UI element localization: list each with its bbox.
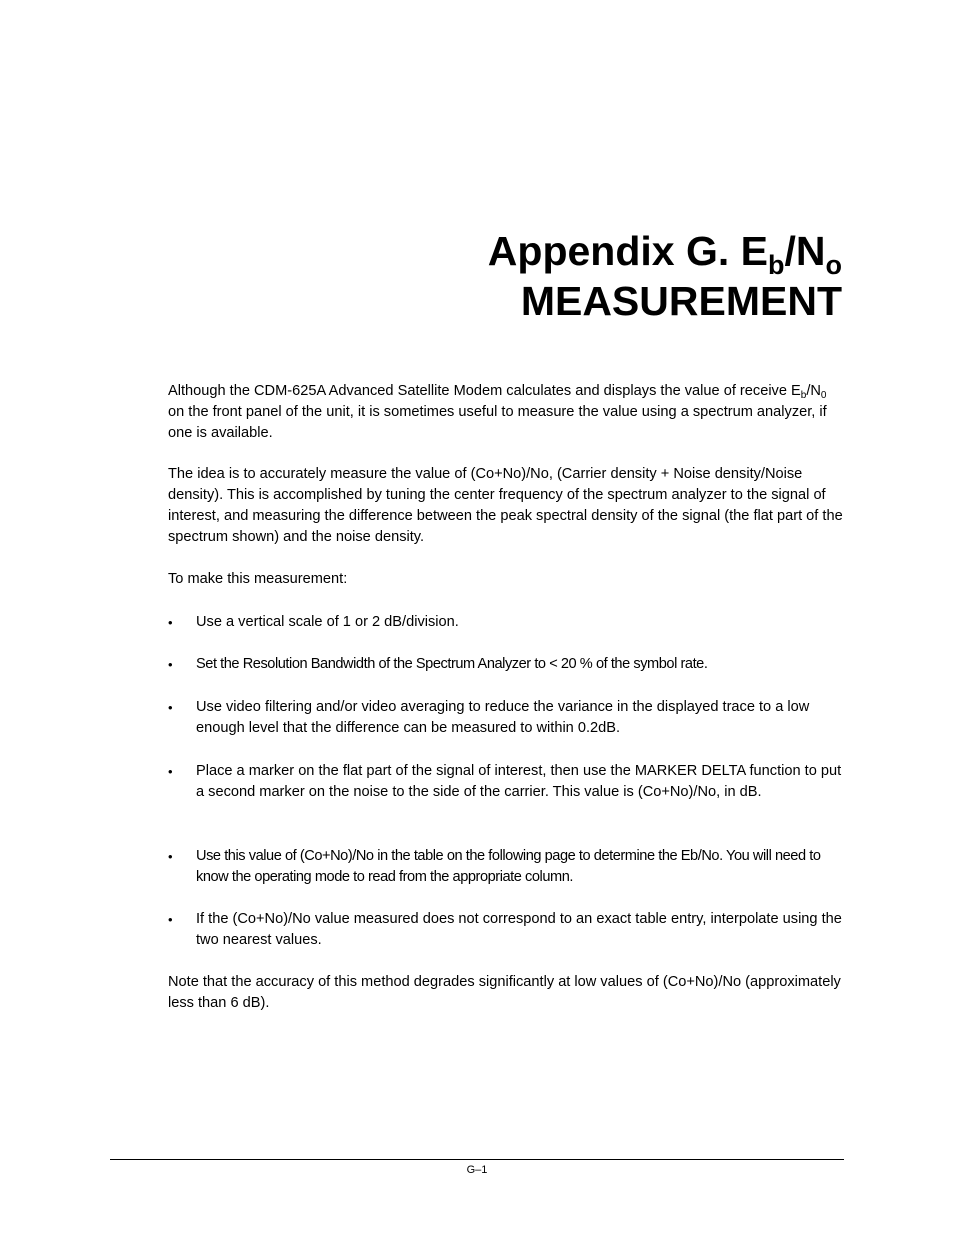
list-item: • Set the Resolution Bandwidth of the Spectrum Analyzer to < 20 % of the symbol rate.	[168, 654, 844, 675]
bullet-icon: •	[168, 615, 173, 630]
bullet-icon: •	[168, 912, 173, 927]
bullet-icon: •	[168, 657, 173, 672]
list-item: • Use this value of (Co+No)/No in the table on the following page to determine the Eb/No. You will need to know the operating mode to read from the appropriate column.	[168, 846, 844, 888]
title-subscript-b: b	[768, 250, 785, 280]
intro-paragraph: Although the CDM-625A Advanced Satellite Modem calculates and displays the value of receive $E_b/N_0$ on the front panel of the unit, it is sometimes useful to measure the value using a spectrum analyzer, if one is available.	[168, 383, 827, 441]
note-paragraph: Note that the accuracy of this method degrades significantly at low values of (Co+No)/No (approximately less than 6 dB).	[168, 974, 841, 1011]
title-line-1: Appendix G. $E_b/N_o$	[487, 228, 842, 280]
list-item: • Use video filtering and/or video averaging to reduce the variance in the displayed trace to a low enough level that the difference can be measured to within 0.2dB.	[168, 697, 844, 739]
lead-in-text: To make this measurement:	[168, 571, 348, 587]
appendix-title	[242, 226, 842, 326]
bullet-icon: •	[168, 700, 173, 715]
idea-paragraph: The idea is to accurately measure the value of (Co+No)/No, (Carrier density + Noise density/Noise density). This is accomplished by tuning the center frequency of the spectrum analyzer to the signal of interest, and measuring the difference between the peak spectral density of the signal (the flat part of the spectrum shown) and the noise density.	[168, 466, 843, 545]
page-number: G–1	[466, 1164, 488, 1176]
list-item: • Place a marker on the flat part of the signal of interest, then use the MARKER DELTA function to put a second marker on the noise to the side of the carrier. This value is (Co+No)/No, in dB.	[168, 761, 844, 803]
list-item: • Use a vertical scale of 1 or 2 dB/division.	[168, 612, 844, 633]
footer-divider	[110, 1159, 844, 1160]
bullet-icon: •	[168, 764, 173, 779]
bullet-icon: •	[168, 849, 173, 864]
list-item: • If the (Co+No)/No value measured does not correspond to an exact table entry, interpolate using the two nearest values.	[168, 909, 844, 951]
title-subscript-o: o	[825, 250, 842, 280]
title-line-2: MEASUREMENT	[520, 278, 842, 324]
